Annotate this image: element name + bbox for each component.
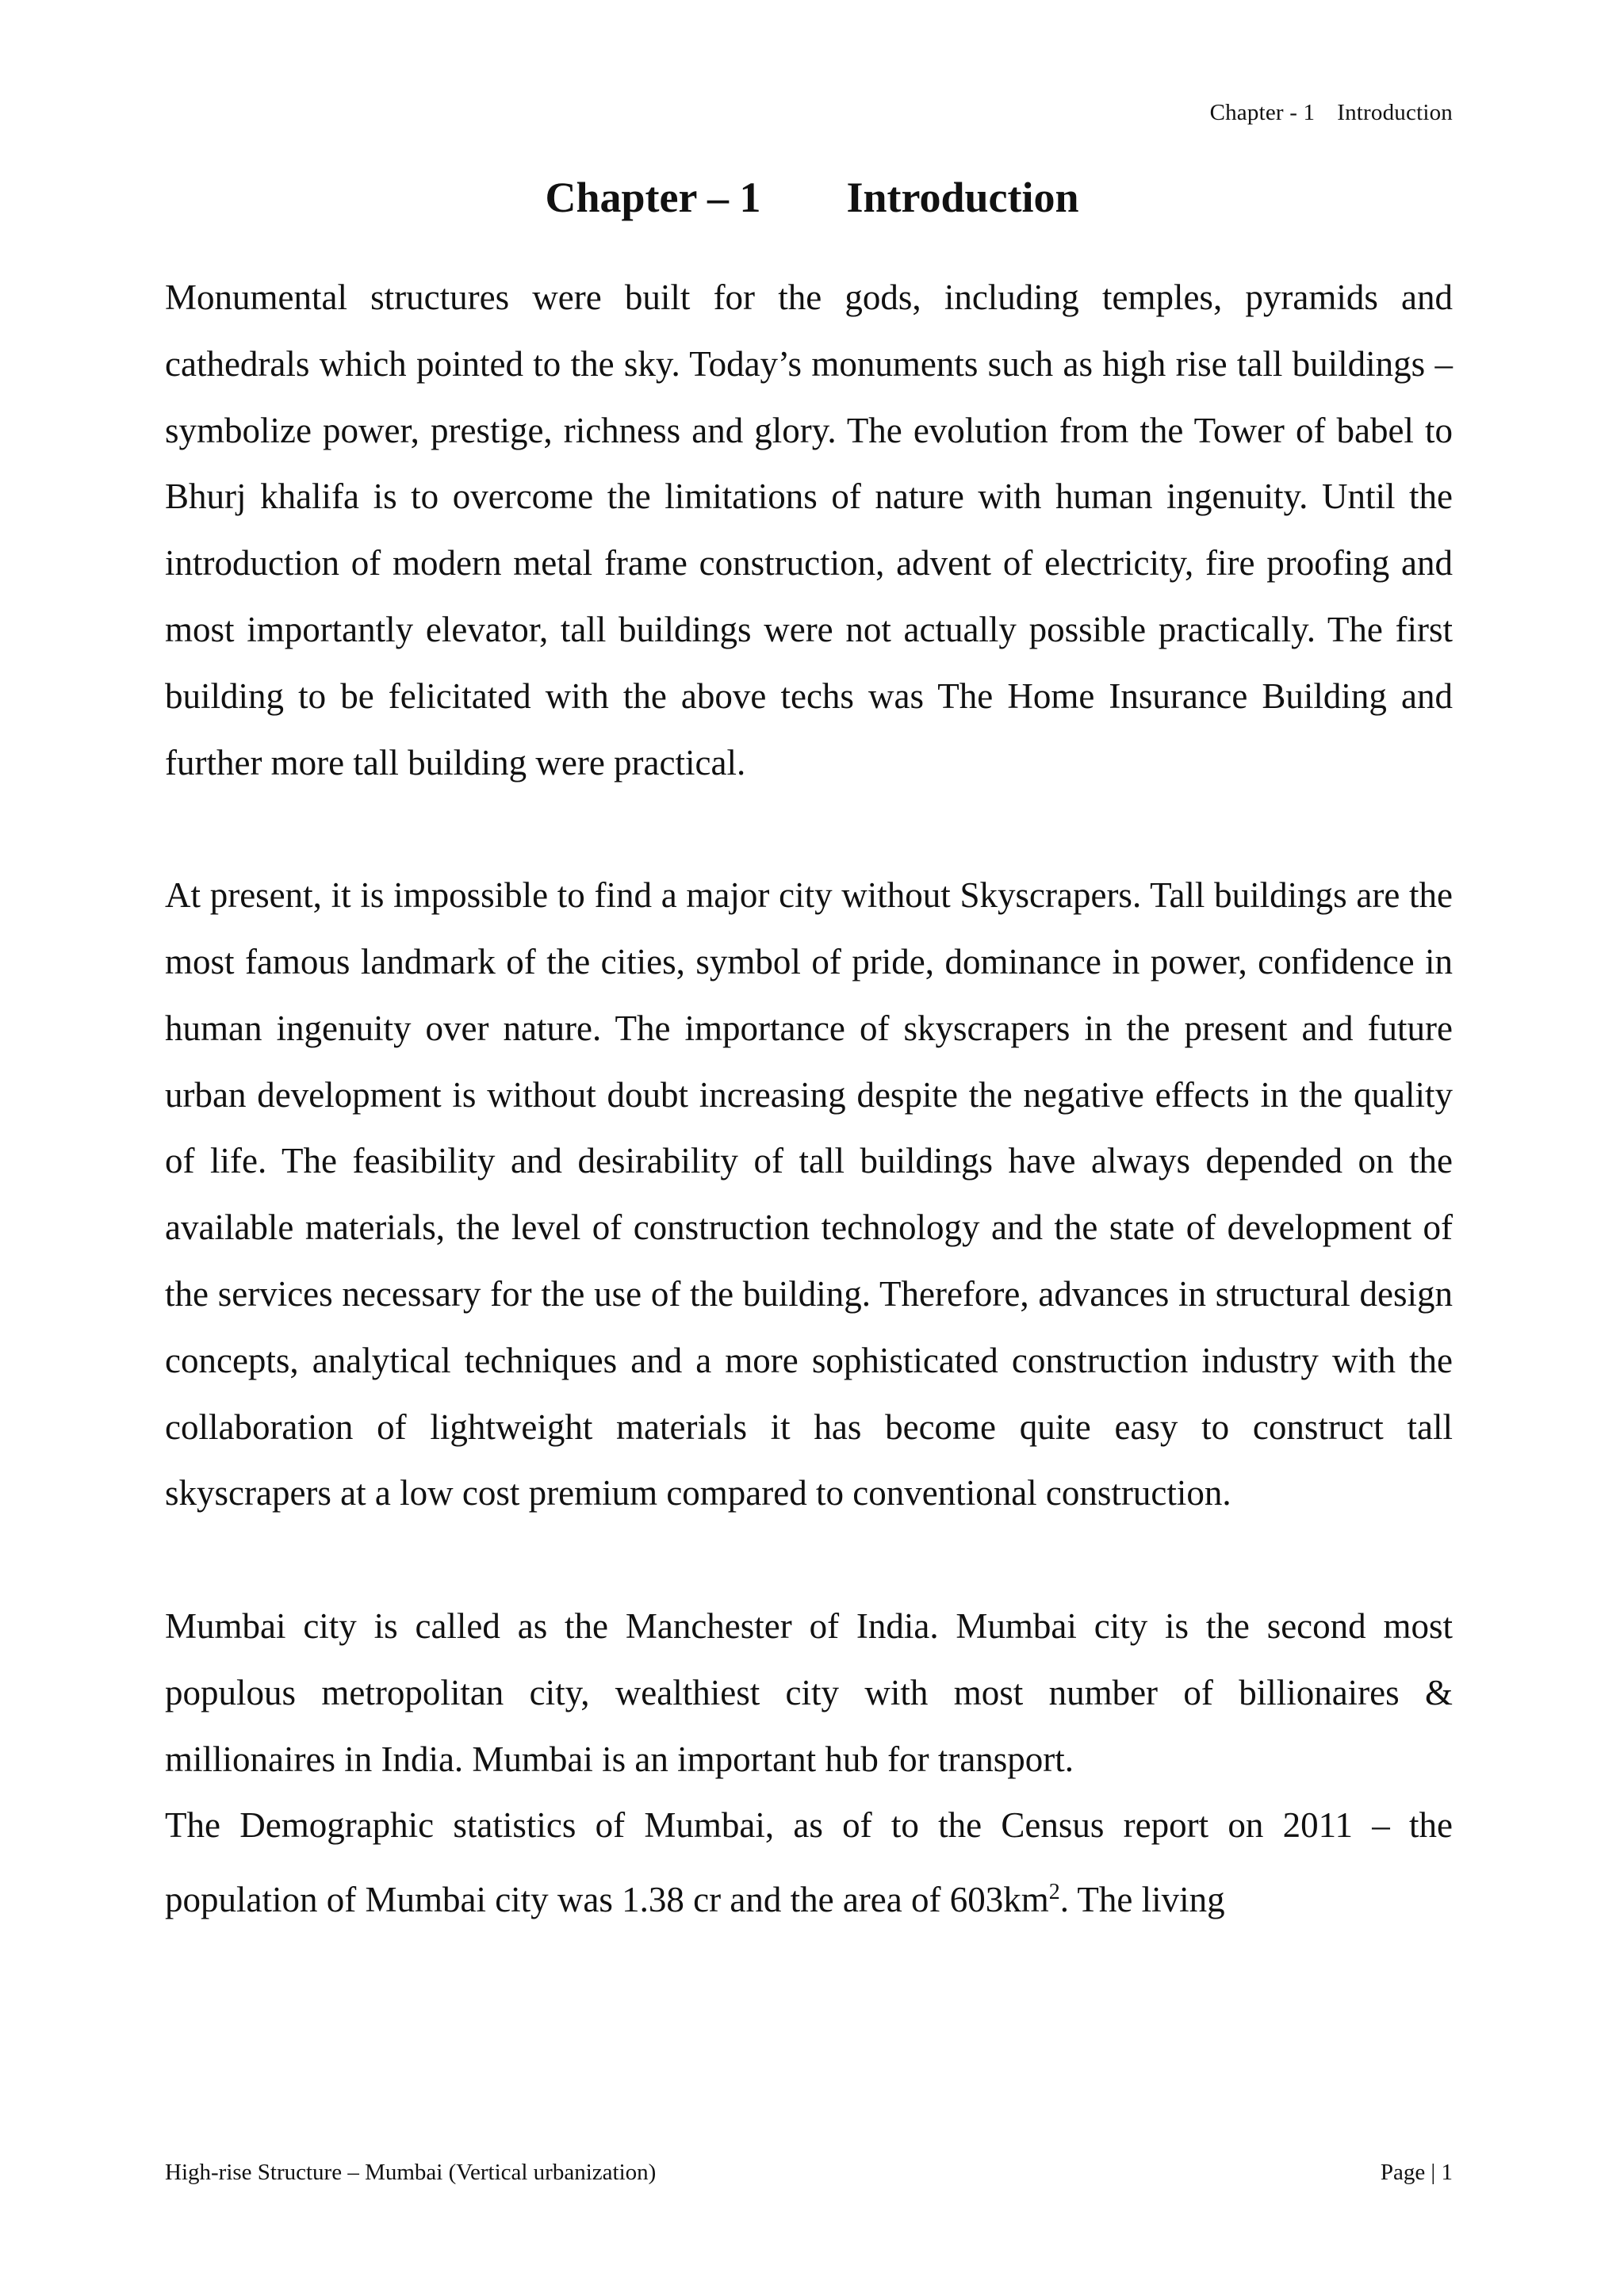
chapter-title xyxy=(0,173,1624,222)
chapter-name: Introduction xyxy=(846,174,1079,221)
body-text xyxy=(165,265,1453,1934)
running-footer xyxy=(165,2160,1453,2186)
header-section-label: Introduction xyxy=(1337,100,1453,125)
paragraph-3-line-2: The Demographic statistics of Mumbai, as of to the Census report on 2011 – the population of Mumbai city was 1.38 cr and the area of 603km xyxy=(165,1805,1453,1920)
paragraph-3-line-1: Mumbai city is called as the Manchester of India. Mumbai city is the second most populous metropolitan city, wealthiest city with most number of billionaires & millionaires in India. Mumbai is an important hub for transport. xyxy=(165,1605,1453,1779)
running-header xyxy=(1210,100,1453,126)
header-chapter-label: Chapter - 1 xyxy=(1209,100,1316,125)
area-superscript: 2 xyxy=(1048,1880,1060,1905)
paragraph-3-line-2-end: . The living xyxy=(1059,1880,1225,1920)
paragraph-2: At present, it is impossible to find a major city without Skyscrapers. Tall buildings are the most famous landmark of the cities, symbol of pride, dominance in power, confidence in human ingenuity over nature. The importance of skyscrapers in the present and future urban development is without doubt increasing despite the negative effects in the quality of life. The feasibility and desirability of tall buildings have always depended on the available materials, the level of construction technology and the state of development of the services necessary for the use of the building. Therefore, advances in structural design concepts, analytical techniques and a more sophisticated construction industry with the collaboration of lightweight materials it has become quite easy to construct tall skyscrapers at a low cost premium compared to conventional construction. xyxy=(165,875,1453,1513)
footer-document-title: High-rise Structure – Mumbai (Vertical urbanization) xyxy=(165,2160,657,2185)
footer-page-number: Page | 1 xyxy=(1380,2160,1453,2185)
paragraph-3 xyxy=(165,1594,1453,1934)
paragraph-1: Monumental structures were built for the gods, including temples, pyramids and cathedrals which pointed to the sky. Today’s monuments such as high rise tall buildings –symbolize power, prestige, richness and glory. The evolution from the Tower of babel to Bhurj khalifa is to overcome the limitations of nature with human ingenuity. Until the introduction of modern metal frame construction, advent of electricity, fire proofing and most importantly elevator, tall buildings were not actually possible practically. The first building to be felicitated with the above techs was The Home Insurance Building and further more tall building were practical. xyxy=(165,277,1453,783)
chapter-number: Chapter – 1 xyxy=(545,174,761,221)
